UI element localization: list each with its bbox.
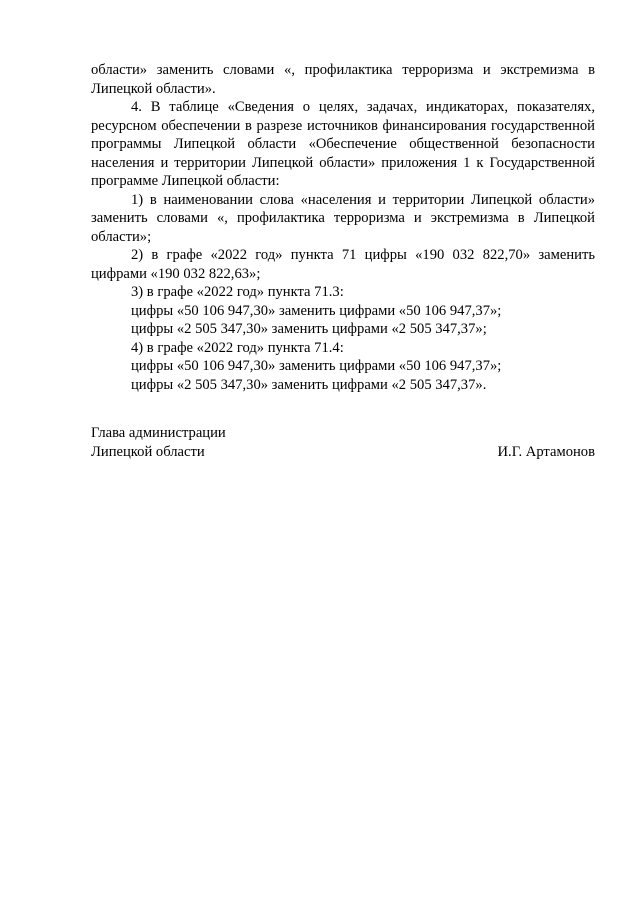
- paragraph-item-4: 4. В таблице «Сведения о целях, задачах, индикаторах, показателях, ресурсном обеспечении в разрезе источников финансирования государственной программы Липецкой области «Обеспечение общественной безопасности населения и территории Липецкой области» приложения 1 к Государственной программе Липецкой области:: [91, 99, 595, 189]
- signatory-title-line2: Липецкой области: [91, 443, 205, 460]
- paragraph-subitem-2: 2) в графе «2022 год» пункта 71 цифры «190 032 822,70» заменить цифрами «190 032 822,63»;: [91, 247, 595, 282]
- paragraph-subitem-1: 1) в наименовании слова «населения и территории Липецкой области» заменить словами «, профилактика терроризма и экстремизма в Липецкой области»;: [91, 191, 595, 245]
- paragraph-subitem-3-line-b: цифры «2 505 347,30» заменить цифрами «2 505 347,37»;: [131, 321, 487, 337]
- paragraph-subitem-3-line-a: цифры «50 106 947,30» заменить цифрами «50 106 947,37»;: [131, 302, 502, 319]
- paragraph-continuation: области» заменить словами «, профилактика терроризма и экстремизма в Липецкой области».: [91, 62, 595, 97]
- paragraph-subitem-4-line-b: цифры «2 505 347,30» заменить цифрами «2 505 347,37».: [131, 376, 487, 393]
- signature-block: [91, 424, 595, 461]
- paragraph-subitem-4-line-a: цифры «50 106 947,30» заменить цифрами «50 106 947,37»;: [131, 358, 502, 374]
- signature-row: [91, 443, 595, 462]
- document-body: [91, 61, 595, 394]
- paragraph-subitem-4: 4) в графе «2022 год» пункта 71.4:: [131, 339, 344, 356]
- signatory-name: И.Г. Артамонов: [497, 443, 595, 460]
- paragraph-subitem-3: 3) в графе «2022 год» пункта 71.3:: [131, 284, 344, 300]
- signatory-title-line1: Глава администрации: [91, 425, 226, 441]
